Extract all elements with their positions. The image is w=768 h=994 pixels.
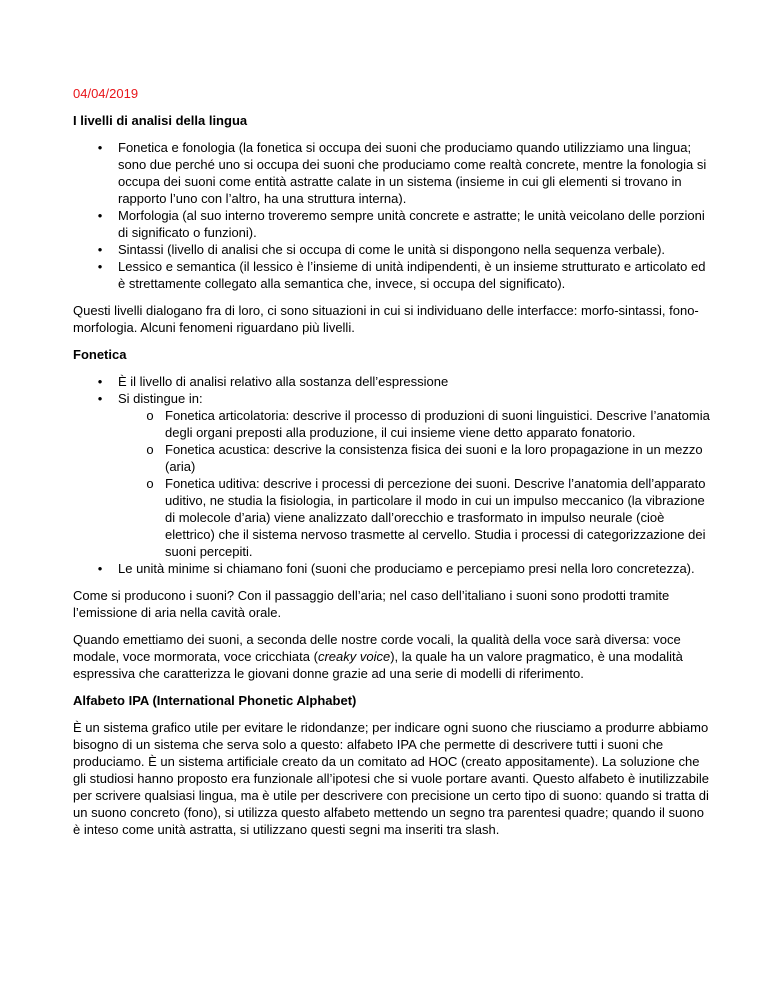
paragraph-ipa: È un sistema grafico utile per evitare le ridondanze; per indicare ogni suono che riusciamo a produrre abbiamo bisogno di un sistema che serva solo a questo: alfabeto IPA che permette di descrivere tutti i suoni che produciamo. È un sistema artificiale creato da un comitato ad HOC (creato appositamente). La soluzione che gli studiosi hanno proposto era funzionale all’ipotesi che si vuole portare avanti. Questo alfabeto è inutilizzabile per scrivere qualsiasi lingua, ma è utile per descrivere con precisione un certo tipo di suono: quando si tratta di un suono concreto (fono), si utilizza questo alfabeto mettendo un segno tra parentesi quadre; quando il suono è inteso come unità astratta, si utilizzano questi segni ma inseriti tra slash. (73, 720, 709, 837)
paragraph-interfacce: Questi livelli dialogano fra di loro, ci sono situazioni in cui si individuano delle interfacce: morfo-sintassi, fono-morfologia. Alcuni fenomeni riguardano più livelli. (73, 303, 699, 335)
list-item: • Morfologia (al suo interno troveremo sempre unità concrete e astratte; le unità veicolano delle porzioni di significato o funzioni). (73, 207, 713, 241)
sublist-item: o Fonetica articolatoria: descrive il processo di produzioni di suoni linguistici. Descrive l’anatomia degli organi preposti alla produzione, il cui insieme viene detto apparato fonatorio. (118, 407, 713, 441)
paragraph-produzione-suoni: Come si producono i suoni? Con il passaggio dell’aria; nel caso dell’italiano i suoni sono prodotti tramite l’emissione di aria nella cavità orale. (73, 588, 670, 620)
list-item: • Si distingue in: o Fonetica articolatoria: descrive il processo di produzioni di suoni linguistici. Descrive l’anatomia degli organi preposti alla produzione, il cui insieme viene detto apparato fonatorio. o Fonetica acustica: descrive la consistenza fisica dei suoni e la loro propagazione in un mezzo (aria) o Fonetica uditiva: descrive i processi di percezione dei suoni. Descrive l’anatomia dell’apparato uditivo, ne studia la fisiologia, in particolare il modo in cui un impulso meccanico (la vibrazione di molecole d’aria) viene analizzato dall’orecchio e trasformato in impulso neurale (cioè elettrico) che il sistema nervoso trasmette al cervello. Studia i processi di categorizzazione dei suoni percepiti. (73, 390, 713, 560)
list-item: • Fonetica e fonologia (la fonetica si occupa dei suoni che produciamo quando utilizziamo una lingua; sono due perché uno si occupa dei suoni che produciamo come realtà concrete, mentre la fonologia si occupa dei suoni come entità astratte calate in un sistema (insieme in cui gli elementi si trovano in rapporto l’uno con l’altro, ha una struttura interna). (73, 139, 713, 207)
bullet-icon: • (97, 140, 103, 155)
sublist-item: o Fonetica uditiva: descrive i processi di percezione dei suoni. Descrive l’anatomia dell’apparato uditivo, ne studia la fisiologia, in particolare il modo in cui un impulso meccanico (la vibrazione di molecole d’aria) viene analizzato dall’orecchio e trasformato in impulso neurale (cioè elettrico) che il sistema nervoso trasmette al cervello. Studia i processi di categorizzazione dei suoni percepiti. (118, 475, 713, 560)
list-item: • Sintassi (livello di analisi che si occupa di come le unità si dispongono nella sequenza verbale). (73, 241, 713, 258)
sublist-item: o Fonetica acustica: descrive la consistenza fisica dei suoni e la loro propagazione in un mezzo (aria) (118, 441, 713, 475)
heading-ipa: Alfabeto IPA (International Phonetic Alphabet) (73, 693, 357, 708)
document-body (73, 85, 713, 848)
bullet-icon: • (97, 561, 103, 576)
circle-bullet-icon: o (146, 408, 154, 423)
list-item: • È il livello di analisi relativo alla sostanza dell’espressione (73, 373, 713, 390)
paragraph-qualita-voce: Quando emettiamo dei suoni, a seconda delle nostre corde vocali, la qualità della voce sarà diversa: voce modale, voce mormorata, voce cricchiata (creaky voice), la quale ha un valore pragmatico, è una modalità espressiva che caratterizza le giovani donne grazie ad una serie di modelli di riferimento. (73, 632, 683, 681)
bullet-icon: • (97, 391, 103, 406)
list-item: • Le unità minime si chiamano foni (suoni che produciamo e percepiamo presi nella loro concretezza). (73, 560, 713, 577)
fonetica-sublist (118, 407, 713, 560)
bullet-icon: • (97, 374, 103, 389)
bullet-icon: • (97, 242, 103, 257)
levels-list (73, 139, 713, 292)
bullet-icon: • (97, 208, 103, 223)
fonetica-list (73, 373, 713, 577)
heading-fonetica: Fonetica (73, 347, 127, 362)
heading-livelli: I livelli di analisi della lingua (73, 113, 248, 128)
bullet-icon: • (97, 259, 103, 274)
circle-bullet-icon: o (146, 442, 154, 457)
circle-bullet-icon: o (146, 476, 154, 491)
list-item: • Lessico e semantica (il lessico è l’insieme di unità indipendenti, è un insieme strutturato e articolato ed è strettamente collegato alla semantica che, invece, si occupa del significato). (73, 258, 713, 292)
document-date: 04/04/2019 (73, 86, 139, 101)
italic-term: creaky voice (317, 649, 391, 664)
